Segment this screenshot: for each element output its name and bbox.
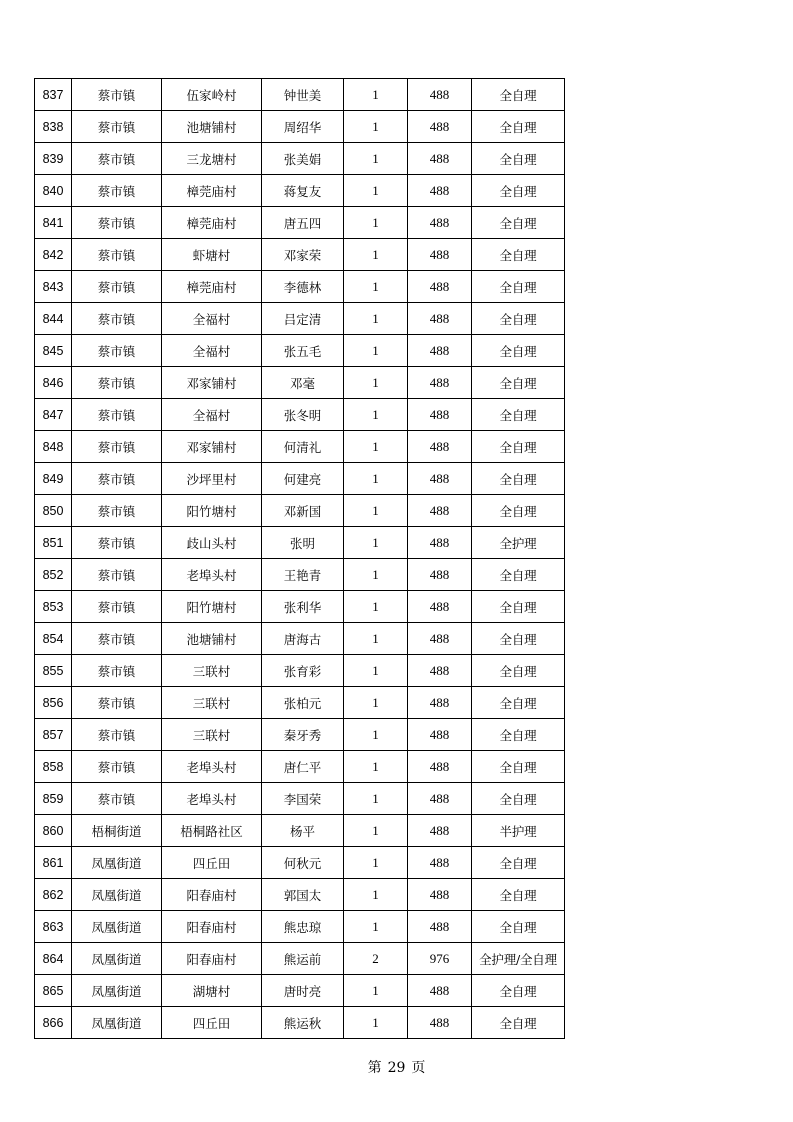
care-type-cell: 全自理	[472, 495, 565, 527]
amount-cell: 488	[408, 847, 472, 879]
row-number-cell: 845	[35, 335, 72, 367]
care-type-cell: 全自理	[472, 431, 565, 463]
data-table	[34, 78, 565, 1039]
care-type-cell: 全自理	[472, 879, 565, 911]
village-cell: 阳竹塘村	[162, 591, 262, 623]
count-cell: 1	[344, 431, 408, 463]
count-cell: 1	[344, 847, 408, 879]
village-cell: 沙坪里村	[162, 463, 262, 495]
name-cell: 张冬明	[262, 399, 344, 431]
row-number-cell: 861	[35, 847, 72, 879]
count-cell: 1	[344, 79, 408, 111]
town-cell: 凤凰街道	[72, 943, 162, 975]
care-type-cell: 全自理	[472, 111, 565, 143]
name-cell: 杨平	[262, 815, 344, 847]
village-cell: 樟莞庙村	[162, 271, 262, 303]
town-cell: 凤凰街道	[72, 975, 162, 1007]
town-cell: 凤凰街道	[72, 879, 162, 911]
village-cell: 池塘铺村	[162, 111, 262, 143]
table-row	[35, 783, 565, 815]
table-row	[35, 815, 565, 847]
table-row	[35, 623, 565, 655]
care-type-cell: 全自理	[472, 463, 565, 495]
table-row	[35, 751, 565, 783]
name-cell: 唐五四	[262, 207, 344, 239]
care-type-cell: 半护理	[472, 815, 565, 847]
village-cell: 邓家铺村	[162, 431, 262, 463]
name-cell: 熊运前	[262, 943, 344, 975]
count-cell: 1	[344, 623, 408, 655]
name-cell: 张利华	[262, 591, 344, 623]
town-cell: 蔡市镇	[72, 175, 162, 207]
count-cell: 2	[344, 943, 408, 975]
count-cell: 1	[344, 655, 408, 687]
town-cell: 蔡市镇	[72, 111, 162, 143]
village-cell: 梧桐路社区	[162, 815, 262, 847]
amount-cell: 488	[408, 463, 472, 495]
town-cell: 蔡市镇	[72, 463, 162, 495]
table-row	[35, 975, 565, 1007]
town-cell: 蔡市镇	[72, 527, 162, 559]
page-number: 29	[387, 1060, 406, 1076]
care-type-cell: 全自理	[472, 399, 565, 431]
table-row	[35, 175, 565, 207]
amount-cell: 488	[408, 335, 472, 367]
amount-cell: 488	[408, 527, 472, 559]
village-cell: 阳竹塘村	[162, 495, 262, 527]
name-cell: 唐时亮	[262, 975, 344, 1007]
village-cell: 邓家铺村	[162, 367, 262, 399]
name-cell: 李国荣	[262, 783, 344, 815]
table-row	[35, 879, 565, 911]
row-number-cell: 865	[35, 975, 72, 1007]
count-cell: 1	[344, 591, 408, 623]
town-cell: 蔡市镇	[72, 783, 162, 815]
row-number-cell: 857	[35, 719, 72, 751]
count-cell: 1	[344, 367, 408, 399]
name-cell: 何秋元	[262, 847, 344, 879]
table-row	[35, 111, 565, 143]
village-cell: 樟莞庙村	[162, 207, 262, 239]
count-cell: 1	[344, 719, 408, 751]
row-number-cell: 848	[35, 431, 72, 463]
table-row	[35, 79, 565, 111]
count-cell: 1	[344, 303, 408, 335]
table-row	[35, 847, 565, 879]
name-cell: 吕定清	[262, 303, 344, 335]
name-cell: 邓毫	[262, 367, 344, 399]
name-cell: 唐海古	[262, 623, 344, 655]
village-cell: 樟莞庙村	[162, 175, 262, 207]
table-row	[35, 463, 565, 495]
count-cell: 1	[344, 1007, 408, 1039]
table-row	[35, 207, 565, 239]
town-cell: 蔡市镇	[72, 655, 162, 687]
count-cell: 1	[344, 911, 408, 943]
amount-cell: 488	[408, 719, 472, 751]
care-type-cell: 全自理	[472, 239, 565, 271]
town-cell: 凤凰街道	[72, 1007, 162, 1039]
row-number-cell: 847	[35, 399, 72, 431]
village-cell: 歧山头村	[162, 527, 262, 559]
table-row	[35, 431, 565, 463]
row-number-cell: 849	[35, 463, 72, 495]
care-type-cell: 全自理	[472, 143, 565, 175]
name-cell: 邓新国	[262, 495, 344, 527]
count-cell: 1	[344, 143, 408, 175]
amount-cell: 488	[408, 911, 472, 943]
village-cell: 伍家岭村	[162, 79, 262, 111]
table-row	[35, 591, 565, 623]
village-cell: 老埠头村	[162, 751, 262, 783]
row-number-cell: 844	[35, 303, 72, 335]
amount-cell: 488	[408, 175, 472, 207]
count-cell: 1	[344, 527, 408, 559]
row-number-cell: 858	[35, 751, 72, 783]
amount-cell: 488	[408, 207, 472, 239]
town-cell: 梧桐街道	[72, 815, 162, 847]
village-cell: 三联村	[162, 687, 262, 719]
amount-cell: 488	[408, 687, 472, 719]
count-cell: 1	[344, 559, 408, 591]
amount-cell: 488	[408, 815, 472, 847]
town-cell: 蔡市镇	[72, 591, 162, 623]
table-row	[35, 303, 565, 335]
table-row	[35, 687, 565, 719]
amount-cell: 488	[408, 623, 472, 655]
care-type-cell: 全自理	[472, 655, 565, 687]
table-row	[35, 271, 565, 303]
town-cell: 蔡市镇	[72, 367, 162, 399]
town-cell: 蔡市镇	[72, 335, 162, 367]
table-row	[35, 335, 565, 367]
care-type-cell: 全自理	[472, 1007, 565, 1039]
village-cell: 三联村	[162, 655, 262, 687]
row-number-cell: 853	[35, 591, 72, 623]
count-cell: 1	[344, 815, 408, 847]
row-number-cell: 846	[35, 367, 72, 399]
count-cell: 1	[344, 335, 408, 367]
village-cell: 老埠头村	[162, 559, 262, 591]
row-number-cell: 843	[35, 271, 72, 303]
footer-suffix: 页	[411, 1060, 426, 1076]
name-cell: 何清礼	[262, 431, 344, 463]
care-type-cell: 全自理	[472, 751, 565, 783]
town-cell: 蔡市镇	[72, 751, 162, 783]
care-type-cell: 全自理	[472, 975, 565, 1007]
town-cell: 蔡市镇	[72, 687, 162, 719]
count-cell: 1	[344, 271, 408, 303]
name-cell: 钟世美	[262, 79, 344, 111]
row-number-cell: 854	[35, 623, 72, 655]
amount-cell: 488	[408, 751, 472, 783]
town-cell: 蔡市镇	[72, 79, 162, 111]
care-type-cell: 全自理	[472, 911, 565, 943]
village-cell: 全福村	[162, 399, 262, 431]
amount-cell: 488	[408, 559, 472, 591]
amount-cell: 976	[408, 943, 472, 975]
count-cell: 1	[344, 239, 408, 271]
amount-cell: 488	[408, 271, 472, 303]
row-number-cell: 842	[35, 239, 72, 271]
village-cell: 四丘田	[162, 847, 262, 879]
page-footer	[0, 1057, 793, 1077]
count-cell: 1	[344, 751, 408, 783]
town-cell: 蔡市镇	[72, 143, 162, 175]
row-number-cell: 856	[35, 687, 72, 719]
row-number-cell: 859	[35, 783, 72, 815]
count-cell: 1	[344, 399, 408, 431]
village-cell: 三联村	[162, 719, 262, 751]
count-cell: 1	[344, 783, 408, 815]
town-cell: 凤凰街道	[72, 847, 162, 879]
table-row	[35, 1007, 565, 1039]
care-type-cell: 全自理	[472, 623, 565, 655]
name-cell: 周绍华	[262, 111, 344, 143]
village-cell: 全福村	[162, 303, 262, 335]
care-type-cell: 全自理	[472, 719, 565, 751]
amount-cell: 488	[408, 367, 472, 399]
table-row	[35, 943, 565, 975]
table-row	[35, 527, 565, 559]
amount-cell: 488	[408, 783, 472, 815]
care-type-cell: 全自理	[472, 559, 565, 591]
name-cell: 张美娟	[262, 143, 344, 175]
amount-cell: 488	[408, 655, 472, 687]
row-number-cell: 864	[35, 943, 72, 975]
care-type-cell: 全护理	[472, 527, 565, 559]
care-type-cell: 全自理	[472, 783, 565, 815]
count-cell: 1	[344, 207, 408, 239]
table-row	[35, 399, 565, 431]
town-cell: 蔡市镇	[72, 495, 162, 527]
village-cell: 虾塘村	[162, 239, 262, 271]
amount-cell: 488	[408, 111, 472, 143]
village-cell: 老埠头村	[162, 783, 262, 815]
care-type-cell: 全自理	[472, 591, 565, 623]
amount-cell: 488	[408, 143, 472, 175]
table-row	[35, 367, 565, 399]
count-cell: 1	[344, 687, 408, 719]
town-cell: 蔡市镇	[72, 239, 162, 271]
town-cell: 蔡市镇	[72, 207, 162, 239]
row-number-cell: 862	[35, 879, 72, 911]
row-number-cell: 840	[35, 175, 72, 207]
count-cell: 1	[344, 463, 408, 495]
amount-cell: 488	[408, 591, 472, 623]
name-cell: 秦牙秀	[262, 719, 344, 751]
name-cell: 熊忠琼	[262, 911, 344, 943]
village-cell: 阳春庙村	[162, 943, 262, 975]
count-cell: 1	[344, 175, 408, 207]
name-cell: 张柏元	[262, 687, 344, 719]
village-cell: 阳春庙村	[162, 879, 262, 911]
care-type-cell: 全自理	[472, 847, 565, 879]
care-type-cell: 全自理	[472, 271, 565, 303]
amount-cell: 488	[408, 879, 472, 911]
count-cell: 1	[344, 975, 408, 1007]
count-cell: 1	[344, 495, 408, 527]
table-row	[35, 719, 565, 751]
name-cell: 何建亮	[262, 463, 344, 495]
count-cell: 1	[344, 879, 408, 911]
row-number-cell: 839	[35, 143, 72, 175]
row-number-cell: 860	[35, 815, 72, 847]
amount-cell: 488	[408, 495, 472, 527]
town-cell: 蔡市镇	[72, 623, 162, 655]
count-cell: 1	[344, 111, 408, 143]
town-cell: 蔡市镇	[72, 719, 162, 751]
name-cell: 李德林	[262, 271, 344, 303]
table-row	[35, 239, 565, 271]
name-cell: 熊运秋	[262, 1007, 344, 1039]
table-row	[35, 143, 565, 175]
amount-cell: 488	[408, 975, 472, 1007]
table-row	[35, 495, 565, 527]
amount-cell: 488	[408, 239, 472, 271]
name-cell: 邓家荣	[262, 239, 344, 271]
amount-cell: 488	[408, 1007, 472, 1039]
table-row	[35, 559, 565, 591]
row-number-cell: 855	[35, 655, 72, 687]
village-cell: 三龙塘村	[162, 143, 262, 175]
name-cell: 张五毛	[262, 335, 344, 367]
name-cell: 王艳青	[262, 559, 344, 591]
footer-prefix: 第	[367, 1060, 382, 1076]
row-number-cell: 851	[35, 527, 72, 559]
village-cell: 全福村	[162, 335, 262, 367]
row-number-cell: 841	[35, 207, 72, 239]
name-cell: 张育彩	[262, 655, 344, 687]
row-number-cell: 837	[35, 79, 72, 111]
name-cell: 蒋复友	[262, 175, 344, 207]
village-cell: 湖塘村	[162, 975, 262, 1007]
care-type-cell: 全护理/全自理	[472, 943, 565, 975]
row-number-cell: 866	[35, 1007, 72, 1039]
care-type-cell: 全自理	[472, 687, 565, 719]
town-cell: 蔡市镇	[72, 399, 162, 431]
amount-cell: 488	[408, 303, 472, 335]
care-type-cell: 全自理	[472, 175, 565, 207]
town-cell: 蔡市镇	[72, 431, 162, 463]
table-row	[35, 655, 565, 687]
table-row	[35, 911, 565, 943]
name-cell: 郭国太	[262, 879, 344, 911]
care-type-cell: 全自理	[472, 367, 565, 399]
row-number-cell: 850	[35, 495, 72, 527]
amount-cell: 488	[408, 79, 472, 111]
row-number-cell: 863	[35, 911, 72, 943]
name-cell: 唐仁平	[262, 751, 344, 783]
town-cell: 凤凰街道	[72, 911, 162, 943]
town-cell: 蔡市镇	[72, 559, 162, 591]
village-cell: 四丘田	[162, 1007, 262, 1039]
row-number-cell: 838	[35, 111, 72, 143]
town-cell: 蔡市镇	[72, 271, 162, 303]
care-type-cell: 全自理	[472, 79, 565, 111]
row-number-cell: 852	[35, 559, 72, 591]
care-type-cell: 全自理	[472, 207, 565, 239]
care-type-cell: 全自理	[472, 303, 565, 335]
town-cell: 蔡市镇	[72, 303, 162, 335]
village-cell: 阳春庙村	[162, 911, 262, 943]
village-cell: 池塘铺村	[162, 623, 262, 655]
table-body	[35, 79, 565, 1039]
amount-cell: 488	[408, 431, 472, 463]
name-cell: 张明	[262, 527, 344, 559]
amount-cell: 488	[408, 399, 472, 431]
care-type-cell: 全自理	[472, 335, 565, 367]
